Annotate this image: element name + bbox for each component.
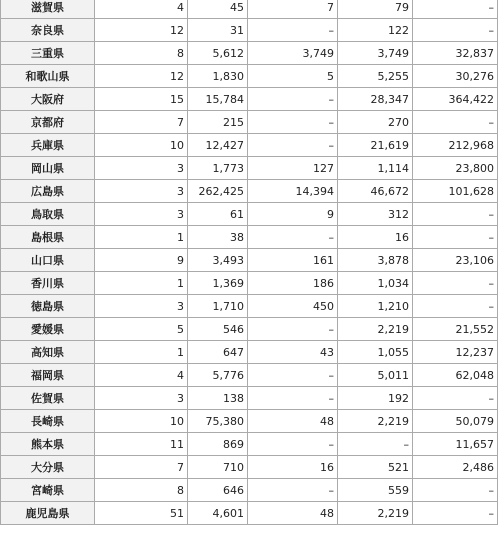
value-cell: 1 xyxy=(95,272,188,295)
value-cell: – xyxy=(248,19,338,42)
prefecture-name-cell: 島根県 xyxy=(1,226,95,249)
table-row xyxy=(1,318,498,341)
table-body xyxy=(1,0,498,525)
table-row xyxy=(1,19,498,42)
value-cell: 2,219 xyxy=(338,502,413,525)
value-cell: 12,237 xyxy=(413,341,498,364)
value-cell: 5,776 xyxy=(188,364,248,387)
value-cell: – xyxy=(413,502,498,525)
value-cell: 127 xyxy=(248,157,338,180)
prefecture-name-cell: 奈良県 xyxy=(1,19,95,42)
table-row xyxy=(1,249,498,272)
value-cell: 450 xyxy=(248,295,338,318)
value-cell: 521 xyxy=(338,456,413,479)
table-row xyxy=(1,341,498,364)
prefecture-name-cell: 大阪府 xyxy=(1,88,95,111)
value-cell: 101,628 xyxy=(413,180,498,203)
value-cell: 646 xyxy=(188,479,248,502)
value-cell: 2,219 xyxy=(338,410,413,433)
value-cell: 186 xyxy=(248,272,338,295)
table-row xyxy=(1,157,498,180)
value-cell: 3 xyxy=(95,180,188,203)
value-cell: 14,394 xyxy=(248,180,338,203)
value-cell: 11,657 xyxy=(413,433,498,456)
prefecture-name-cell: 京都府 xyxy=(1,111,95,134)
value-cell: 10 xyxy=(95,410,188,433)
value-cell: 23,106 xyxy=(413,249,498,272)
value-cell: 546 xyxy=(188,318,248,341)
value-cell: 61 xyxy=(188,203,248,226)
value-cell: 3 xyxy=(95,203,188,226)
value-cell: 8 xyxy=(95,479,188,502)
value-cell: – xyxy=(413,19,498,42)
value-cell: 16 xyxy=(338,226,413,249)
value-cell: 5,255 xyxy=(338,65,413,88)
value-cell: 62,048 xyxy=(413,364,498,387)
table-row xyxy=(1,203,498,226)
value-cell: 559 xyxy=(338,479,413,502)
value-cell: 8 xyxy=(95,42,188,65)
value-cell: – xyxy=(248,364,338,387)
table-row xyxy=(1,272,498,295)
value-cell: 1,773 xyxy=(188,157,248,180)
value-cell: 30,276 xyxy=(413,65,498,88)
value-cell: – xyxy=(248,111,338,134)
value-cell: 262,425 xyxy=(188,180,248,203)
value-cell: 3,878 xyxy=(338,249,413,272)
value-cell: 11 xyxy=(95,433,188,456)
prefecture-name-cell: 香川県 xyxy=(1,272,95,295)
value-cell: 32,837 xyxy=(413,42,498,65)
value-cell: 1,369 xyxy=(188,272,248,295)
value-cell: 192 xyxy=(338,387,413,410)
value-cell: 1,830 xyxy=(188,65,248,88)
value-cell: 2,219 xyxy=(338,318,413,341)
value-cell: – xyxy=(248,88,338,111)
value-cell: 46,672 xyxy=(338,180,413,203)
table-row xyxy=(1,502,498,525)
value-cell: 4,601 xyxy=(188,502,248,525)
prefecture-name-cell: 佐賀県 xyxy=(1,387,95,410)
value-cell: 647 xyxy=(188,341,248,364)
value-cell: 9 xyxy=(248,203,338,226)
prefecture-name-cell: 和歌山県 xyxy=(1,65,95,88)
value-cell: 12 xyxy=(95,19,188,42)
table-row xyxy=(1,42,498,65)
value-cell: 4 xyxy=(95,0,188,19)
value-cell: 4 xyxy=(95,364,188,387)
value-cell: 1 xyxy=(95,341,188,364)
value-cell: 31 xyxy=(188,19,248,42)
value-cell: 161 xyxy=(248,249,338,272)
value-cell: 45 xyxy=(188,0,248,19)
value-cell: 3 xyxy=(95,295,188,318)
prefecture-name-cell: 鳥取県 xyxy=(1,203,95,226)
value-cell: – xyxy=(248,226,338,249)
value-cell: – xyxy=(248,387,338,410)
value-cell: 79 xyxy=(338,0,413,19)
value-cell: 21,619 xyxy=(338,134,413,157)
prefecture-name-cell: 三重県 xyxy=(1,42,95,65)
prefecture-name-cell: 高知県 xyxy=(1,341,95,364)
value-cell: – xyxy=(248,134,338,157)
value-cell: 3,749 xyxy=(338,42,413,65)
value-cell: 364,422 xyxy=(413,88,498,111)
prefecture-name-cell: 熊本県 xyxy=(1,433,95,456)
value-cell: 1 xyxy=(95,226,188,249)
value-cell: 10 xyxy=(95,134,188,157)
prefecture-name-cell: 福岡県 xyxy=(1,364,95,387)
value-cell: 869 xyxy=(188,433,248,456)
value-cell: – xyxy=(413,203,498,226)
value-cell: 43 xyxy=(248,341,338,364)
value-cell: – xyxy=(413,479,498,502)
prefecture-name-cell: 宮崎県 xyxy=(1,479,95,502)
table-row xyxy=(1,65,498,88)
value-cell: – xyxy=(338,433,413,456)
prefecture-name-cell: 広島県 xyxy=(1,180,95,203)
value-cell: 12,427 xyxy=(188,134,248,157)
value-cell: – xyxy=(413,272,498,295)
value-cell: 7 xyxy=(248,0,338,19)
value-cell: 48 xyxy=(248,502,338,525)
value-cell: 5,011 xyxy=(338,364,413,387)
value-cell: 16 xyxy=(248,456,338,479)
prefecture-name-cell: 愛媛県 xyxy=(1,318,95,341)
value-cell: – xyxy=(248,318,338,341)
value-cell: 215 xyxy=(188,111,248,134)
value-cell: 12 xyxy=(95,65,188,88)
prefecture-name-cell: 徳島県 xyxy=(1,295,95,318)
value-cell: 9 xyxy=(95,249,188,272)
value-cell: – xyxy=(413,226,498,249)
value-cell: 212,968 xyxy=(413,134,498,157)
value-cell: 3,493 xyxy=(188,249,248,272)
table-row xyxy=(1,433,498,456)
value-cell: 48 xyxy=(248,410,338,433)
value-cell: 1,710 xyxy=(188,295,248,318)
value-cell: 38 xyxy=(188,226,248,249)
value-cell: 3 xyxy=(95,387,188,410)
value-cell: 28,347 xyxy=(338,88,413,111)
value-cell: 1,055 xyxy=(338,341,413,364)
value-cell: 312 xyxy=(338,203,413,226)
value-cell: 1,034 xyxy=(338,272,413,295)
prefecture-name-cell: 長崎県 xyxy=(1,410,95,433)
value-cell: 15 xyxy=(95,88,188,111)
value-cell: 5 xyxy=(95,318,188,341)
value-cell: 138 xyxy=(188,387,248,410)
value-cell: 15,784 xyxy=(188,88,248,111)
table-row xyxy=(1,111,498,134)
table-row xyxy=(1,479,498,502)
table-row xyxy=(1,410,498,433)
table-row xyxy=(1,456,498,479)
value-cell: 21,552 xyxy=(413,318,498,341)
table-row xyxy=(1,364,498,387)
value-cell: 710 xyxy=(188,456,248,479)
prefecture-name-cell: 兵庫県 xyxy=(1,134,95,157)
value-cell: 75,380 xyxy=(188,410,248,433)
table-row xyxy=(1,295,498,318)
prefecture-name-cell: 岡山県 xyxy=(1,157,95,180)
prefecture-name-cell: 大分県 xyxy=(1,456,95,479)
table-row xyxy=(1,226,498,249)
value-cell: 23,800 xyxy=(413,157,498,180)
value-cell: 7 xyxy=(95,111,188,134)
value-cell: – xyxy=(413,111,498,134)
value-cell: – xyxy=(248,479,338,502)
table-row xyxy=(1,387,498,410)
value-cell: 7 xyxy=(95,456,188,479)
value-cell: 1,210 xyxy=(338,295,413,318)
value-cell: 270 xyxy=(338,111,413,134)
value-cell: – xyxy=(413,0,498,19)
value-cell: 1,114 xyxy=(338,157,413,180)
value-cell: 3 xyxy=(95,157,188,180)
value-cell: 2,486 xyxy=(413,456,498,479)
table-row xyxy=(1,180,498,203)
value-cell: 50,079 xyxy=(413,410,498,433)
table-row xyxy=(1,0,498,19)
prefecture-name-cell: 山口県 xyxy=(1,249,95,272)
table-row xyxy=(1,134,498,157)
prefecture-name-cell: 鹿児島県 xyxy=(1,502,95,525)
table-row xyxy=(1,88,498,111)
value-cell: 5 xyxy=(248,65,338,88)
value-cell: – xyxy=(413,387,498,410)
value-cell: 122 xyxy=(338,19,413,42)
value-cell: 3,749 xyxy=(248,42,338,65)
value-cell: – xyxy=(248,433,338,456)
value-cell: 5,612 xyxy=(188,42,248,65)
prefecture-name-cell: 滋賀県 xyxy=(1,0,95,19)
value-cell: 51 xyxy=(95,502,188,525)
value-cell: – xyxy=(413,295,498,318)
